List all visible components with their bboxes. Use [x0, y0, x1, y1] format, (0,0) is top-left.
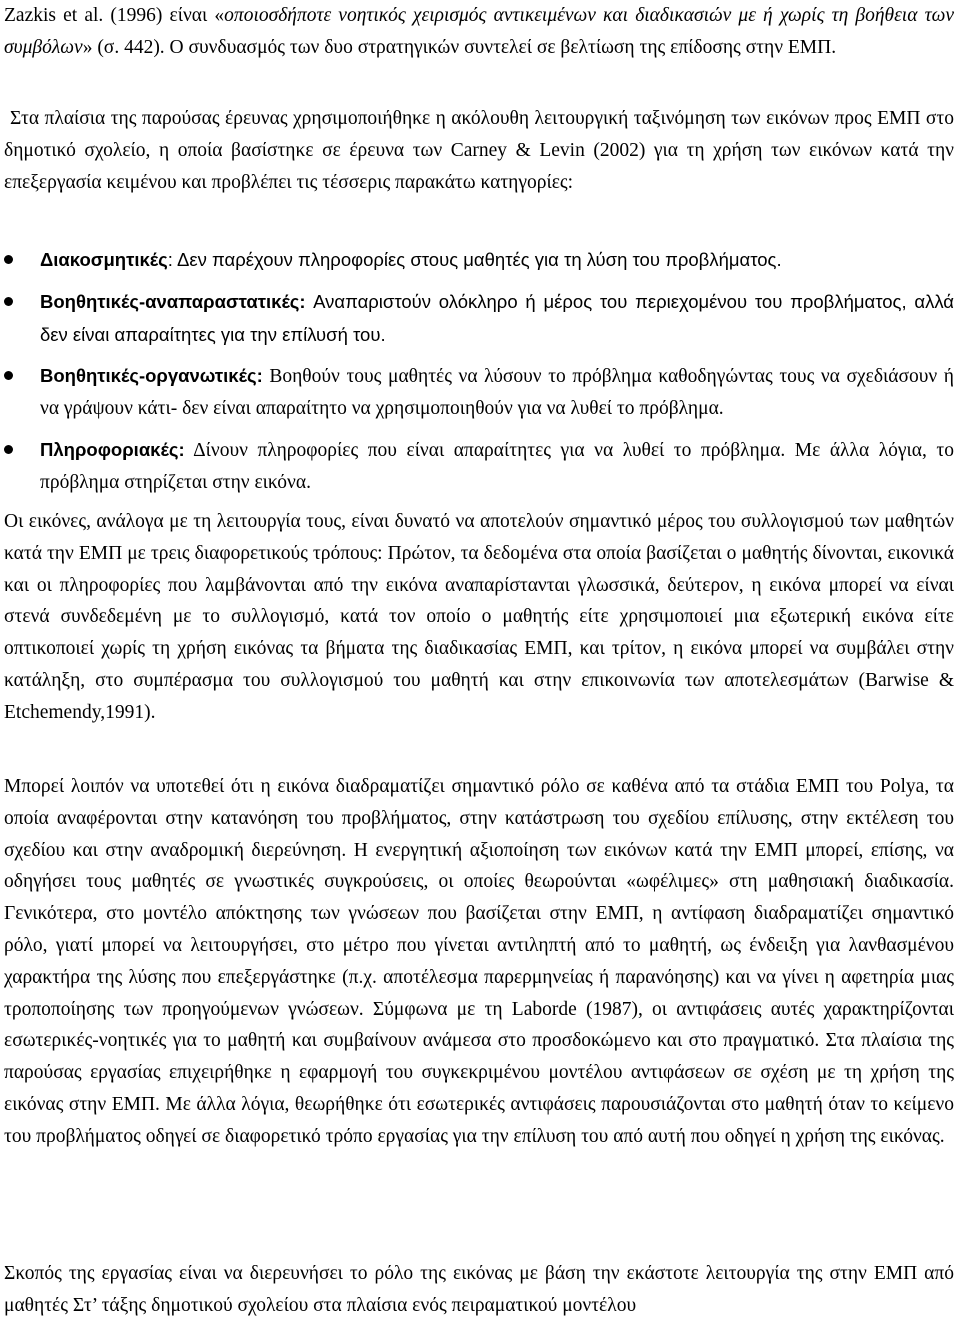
paragraph-purpose: Σκοπός της εργασίας είναι να διερευνήσει το ρόλο της εικόνας με βάση την εκάστοτε λειτουργία της στην ΕΜΠ από μαθητές Στ’ τάξης δημοτικού σχολείου στα πλαίσια ενός πειραματικού μοντέλου: [4, 1263, 954, 1316]
list-item-informational: [4, 434, 954, 499]
bullet-icon: [4, 297, 13, 306]
quote-intro: Zazkis et al. (1996) είναι «: [4, 5, 225, 26]
list-item-decorative: [4, 244, 954, 277]
paragraph-polya-stages: Μπορεί λοιπόν να υποτεθεί ότι η εικόνα διαδραματίζει σημαντικό ρόλο σε καθένα από τα στάδια ΕΜΠ του Polya, τα οποία αναφέρονται στην κατανόηση του προβλήματος, στην κατάστρωση του σχεδίου επίλυσης, στην εκτέλεση του σχεδίου και στην αναδρομική διερεύνηση. Η ενεργητική αξιοποίηση των εικόνων κατά την ΕΜΠ μπορεί, επίσης, να οδηγήσει τους μαθητές σε γνωστικές συγκρούσεις, οι οποίες θεωρούνται «ωφέλιμες» στη μαθησιακή διαδικασία. Γενικότερα, στο μοντέλο απόκτησης των γνώσεων που βασίζεται στην ΕΜΠ, η αντίφαση διαδραματίζει σημαντικό ρόλο, γιατί μπορεί να λειτουργήσει, στο μέτρο που γίνεται αντιληπτή από το μαθητή, ως ένδειξη για λανθασμένου χαρακτήρα της λύσης που επεξεργάστηκε (π.χ. αποτέλεσμα παρερμηνείας ή παρανόησης) και να γίνει η αφετηρία μιας τροποποίησης των προηγούμενων γνώσεων. Σύμφωνα με τη Laborde (1987), οι αντιφάσεις αυτές χαρακτηρίζονται εσωτερικές-νοητικές για το μαθητή και συμβαίνουν ανάμεσα στο προσδοκώμενο και στο πραγματικό. Στα πλαίσια της παρούσας εργασίας επιχειρήθηκε η εφαρμογή του συγκεκριμένου μοντέλου αντιφάσεων σε σχέση με τη χρήση της εικόνας στην ΕΜΠ. Με άλλα λόγια, θεωρήθηκε ότι εσωτερικές αντιφάσεις παρουσιάζονται στο μαθητή όταν το κείμενο του προβλήματος οδηγεί σε διαφορετικό τρόπο εργασίας για την επίλυση του από αυτή που οδηγεί η χρήση της εικόνας.: [4, 776, 954, 1147]
category-description: Βοηθούν τους μαθητές να λύσουν το πρόβλημα καθοδηγώντας τους να σχεδιάσουν ή να γράψουν κάτι- δεν είναι απαραίτητο να χρησιμοποιηθούν για να λυθεί το πρόβλημα.: [40, 366, 955, 420]
category-list: [4, 244, 954, 508]
paragraph-image-functions: Οι εικόνες, ανάλογα με τη λειτουργία τους, είναι δυνατό να αποτελούν σημαντικό μέρος του συλλογισμού των μαθητών κατά την ΕΜΠ με τρεις διαφορετικούς τρόπους: Πρώτον, τα δεδομένα στα οποία βασίζεται ο μαθητής δίνονται, εικονικά και οι πληροφορίες που λαμβάνονται από την εικόνα αναπαρίστανται γλωσσικά, δεύτερον, η εικόνα μπορεί να είναι στενά συνδεδεμένη με το συλλογισμό, κατά τον οποίο ο μαθητής είτε χρησιμοποιεί μια εξωτερική εικόνα είτε οπτικοποιεί χωρίς τη χρήση εικόνας τα βήματα της διαδικασίας ΕΜΠ, και τρίτον, η εικόνα μπορεί να συμβάλει στην κατάληξη, στο συμπέρασμα του συλλογισμού του μαθητή και στην επικοινωνία των αποτελεσμάτων (Barwise & Etchemendy,1991).: [4, 511, 954, 723]
list-item-organizational: [4, 360, 954, 425]
category-description: Αναπαριστούν ολόκληρο ή μέρος του περιεχομένου του προβλήματος, αλλά δεν είναι απαραίτητες για την επίλυσή του.: [40, 290, 955, 345]
paragraph-classification: Στα πλαίσια της παρούσας έρευνας χρησιμοποιήθηκε η ακόλουθη λειτουργική ταξινόμηση των εικόνων προς ΕΜΠ στο δημοτικό σχολείο, η οποία βασίστηκε σε έρευνα των Carney & Levin (2002) για τη χρήση των εικόνων κατά την επεξεργασία κειμένου και προβλέπει τις τέσσερις παρακάτω κατηγορίες:: [4, 108, 954, 193]
category-term: Πληροφοριακές:: [40, 438, 185, 460]
bullet-icon: [4, 371, 13, 380]
category-term: Βοηθητικές-οργανωτικές:: [40, 365, 263, 387]
quote-text: οποιοσδήποτε νοητικός χειρισμός αντικειμένων και διαδικασιών με ή χωρίς τη βοήθεια των συμβόλων: [4, 5, 955, 58]
category-description: Δίνουν πληροφορίες που είναι απαραίτητες για να λυθεί το πρόβλημα. Με άλλα λόγια, το πρόβλημα στηρίζεται στην εικόνα.: [40, 439, 954, 493]
bullet-icon: [4, 255, 13, 264]
category-text: Διακοσμητικές: Δεν παρέχουν πληροφορίες στους μαθητές για τη λύση του προβλήματος.: [40, 249, 782, 270]
category-term: Διακοσμητικές: [40, 249, 168, 270]
category-description: Δεν παρέχουν πληροφορίες στους μαθητές για τη λύση του προβλήματος.: [177, 249, 782, 270]
list-item-representational: [4, 286, 954, 352]
bullet-icon: [4, 445, 13, 454]
quote-end: » (σ. 442). Ο συνδυασμός των δυο στρατηγικών συντελεί σε βελτίωση της επίδοσης στην ΕΜΠ.: [82, 36, 837, 58]
category-term: Βοηθητικές-αναπαραστατικές:: [40, 290, 306, 312]
paragraph-zazkis-quote: [4, 0, 954, 64]
